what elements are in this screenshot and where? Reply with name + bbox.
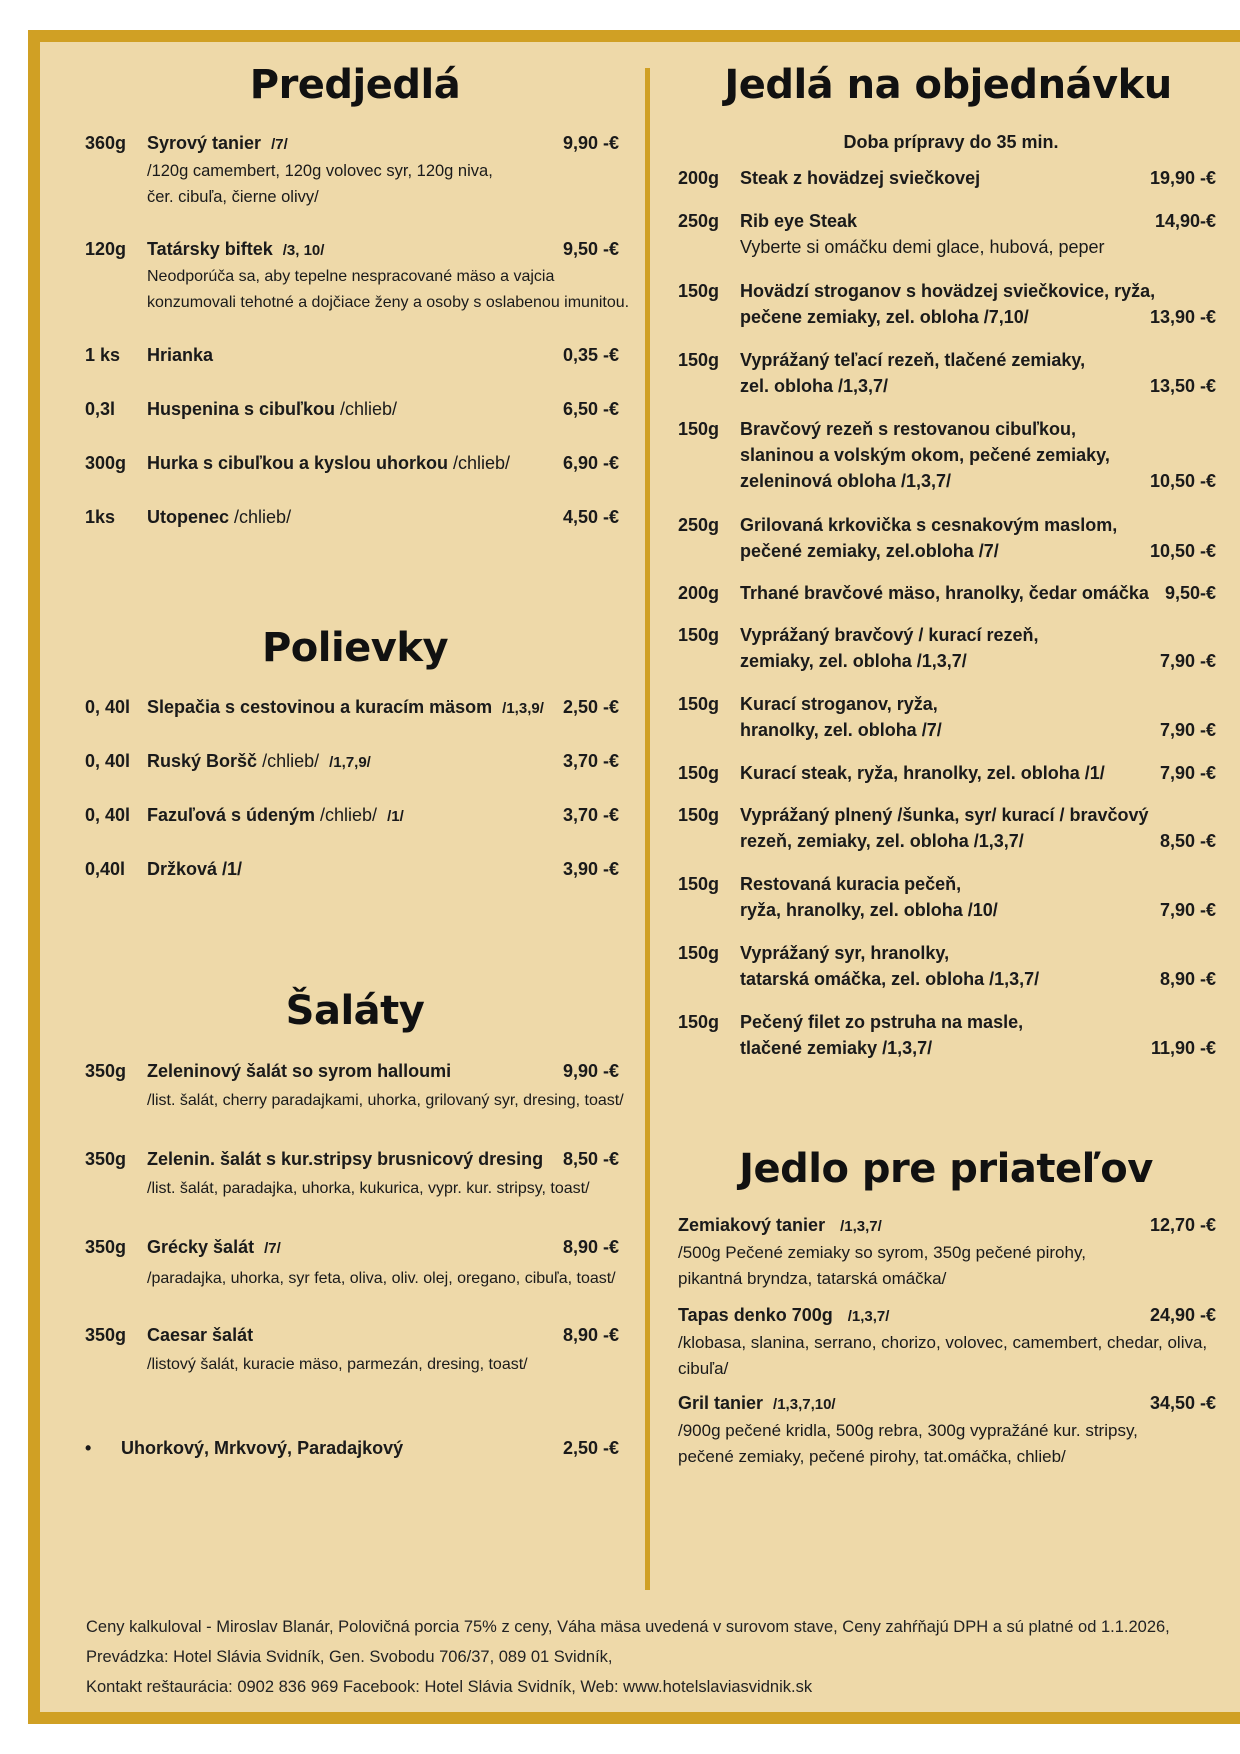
price: 13,50 -€ (1149, 376, 1216, 396)
price: 6,50 -€ (562, 399, 619, 419)
price: 8,90 -€ (562, 1237, 619, 1257)
price: 7,90 -€ (1159, 720, 1216, 740)
price: 9,50 -€ (562, 239, 619, 259)
price: 8,50 -€ (1159, 831, 1216, 851)
price: 8,90 -€ (562, 1325, 619, 1345)
price: 24,90 -€ (1149, 1305, 1216, 1325)
price: 9,90 -€ (562, 1061, 619, 1081)
footer (86, 1612, 1216, 1702)
price: 2,50 -€ (562, 697, 619, 717)
price: 10,50 -€ (1149, 471, 1216, 491)
price: 11,90 -€ (1150, 1038, 1216, 1058)
price: 9,90 -€ (562, 133, 619, 153)
price: 7,90 -€ (1159, 900, 1216, 920)
heading-polievky: Polievky (261, 625, 449, 671)
heading-salaty: Šaláty (285, 988, 425, 1034)
footer-line-pricing: Ceny kalkuloval - Miroslav Blanár, Polovičná porcia 75% z ceny, Váha mäsa uvedená v surovom stave, Ceny zahŕňajú DPH a sú platné od 1.1.2026, (86, 1618, 1170, 1636)
price: 3,70 -€ (562, 751, 619, 771)
price: 3,90 -€ (562, 859, 619, 879)
price: 13,90 -€ (1149, 307, 1216, 327)
price: 6,90 -€ (562, 453, 619, 473)
bullet-icon: • (85, 1438, 92, 1458)
price: 14,90-€ (1154, 211, 1216, 231)
price: 8,50 -€ (562, 1149, 619, 1169)
price: 7,90 -€ (1159, 763, 1216, 783)
price: 34,50 -€ (1149, 1393, 1216, 1413)
price: 4,50 -€ (562, 507, 619, 527)
price: 0,35 -€ (562, 345, 619, 365)
price: 19,90 -€ (1149, 168, 1216, 188)
heading-predjedla: Predjedlá (249, 62, 461, 108)
price: 10,50 -€ (1149, 541, 1216, 561)
footer-line-contact: Kontakt reštaurácia: 0902 836 969 Facebook: Hotel Slávia Svidník, Web: www.hotelslaviasvidnik.sk (86, 1678, 813, 1696)
price: 3,70 -€ (562, 805, 619, 825)
heading-jedla-na-objednavku: Jedlá na objednávku (724, 62, 1172, 108)
heading-jedlo-pre-priatelov: Jedlo pre priateľov (739, 1146, 1153, 1192)
price: 2,50 -€ (562, 1438, 619, 1458)
price: 9,50-€ (1164, 583, 1216, 603)
price: 8,90 -€ (1159, 969, 1216, 989)
preparation-time-note: Doba prípravy do 35 min. (843, 132, 1059, 152)
footer-line-address: Prevádzka: Hotel Slávia Svidník, Gen. Svobodu 706/37, 089 01 Svidník, (86, 1648, 613, 1666)
price: 7,90 -€ (1159, 651, 1216, 671)
price: 12,70 -€ (1149, 1215, 1216, 1235)
